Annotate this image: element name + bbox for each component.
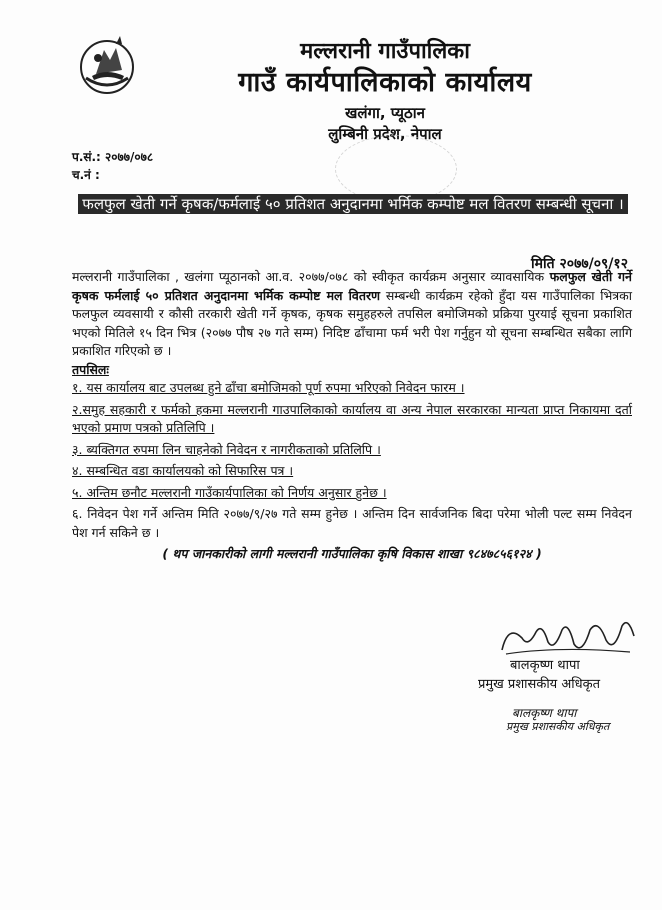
list-item: ६. निवेदन पेश गर्ने अन्तिम मिति २०७७/९/२७ गते सम्म हुनेछ । अन्तिम दिन सार्वजनिक बिदा परेमा भोली पल्ट सम्म निवेदन पेश गर्न सकिने छ । <box>72 506 632 540</box>
intro-paragraph <box>72 268 632 361</box>
notice-subject <box>76 192 630 216</box>
list-item: ३. ब्यक्तिगत रुपमा लिन चाहनेको निवेदन र नागरीकताको प्रतिलिपि । <box>72 441 381 457</box>
signatory-name: बालकृष्ण थापा <box>510 658 580 673</box>
office-province: लुम्बिनी प्रदेश, नेपाल <box>328 125 442 143</box>
list-item: २.समुह सहकारी र फर्मको हकमा मल्लरानी गाउपालिकाको कार्यालय वा अन्य नेपाल सरकारका मान्यता प्राप्त निकायमा दर्ता भएको प्रमाण पत्रको प्रतिलिपि । <box>72 401 632 435</box>
chalani-number: च.नं : <box>72 168 100 182</box>
patra-sankhya: प.सं.: २०७७/०७८ <box>72 150 154 164</box>
handwritten-signature <box>498 616 638 660</box>
intro-part-1: मल्लरानी गाउँपालिका , खलंगा प्यूठानको आ.व. २०७७/०७८ को स्वीकृत कार्यक्रम अनुसार व्यावसायिक <box>72 269 545 284</box>
municipality-name: मल्लरानी गाउँपालिका <box>300 39 470 64</box>
letterhead <box>150 38 620 144</box>
list-item: १. यस कार्यालय बाट उपलब्ध हुने ढाँचा बमोजिमको पूर्ण रुपमा भरिएको निवेदन फारम । <box>72 380 465 395</box>
reference-block <box>72 148 153 184</box>
contact-note: ( थप जानकारीको लागी मल्लरानी गाउँपालिका कृषि विकास शाखा ९८४७८५६१२४ ) <box>162 546 542 561</box>
office-location: खलंगा, प्यूठान <box>345 104 425 122</box>
tapsil-heading: तपसिलः <box>72 361 109 377</box>
intro-bold: फलफुल खेती गर्ने कृषक फर्मलाई ५० प्रतिशत अनुदानमा भर्मिक कम्पोष्ट मल वितरण <box>72 269 632 303</box>
requirements-list <box>72 379 632 542</box>
signatory-title: प्रमुख प्रशासकीय अधिकृत <box>478 677 601 692</box>
stamp-signatory-name: बालकृष्ण थापा <box>512 706 577 720</box>
notice-body <box>72 268 632 564</box>
list-item: ४. सम्बन्धित वडा कार्यालयको को सिफारिस पत्र । <box>72 463 294 478</box>
notice-date: मिति २०७७/०९/१२ <box>531 256 628 272</box>
stamp-signatory-title: प्रमुख प्रशासकीय अधिकृत <box>506 720 610 733</box>
list-item: ५. अन्तिम छनौट मल्लरानी गाउँकार्यपालिका को निर्णय अनुसार हुनेछ । <box>72 484 387 500</box>
nepal-emblem-icon <box>76 34 138 96</box>
office-name: गाउँ कार्यपालिकाको कार्यालय <box>238 67 532 98</box>
subject-text: फलफुल खेती गर्ने कृषक/फर्मलाई ५० प्रतिशत अनुदानमा भर्मिक कम्पोष्ट मल वितरण सम्बन्धी सूचना । <box>78 194 627 214</box>
intro-part-2: सम्बन्धी कार्यक्रम रहेको हुँदा यस गाउँपालिका भित्रका फलफुल व्यवसायी र कौसी तरकारी खेती गर्ने कृषक, कृषक समुहहरुले तपसिल बमोजिमको प्रक्रिया पुरयाई सूचना प्रकाशित भएको मितिले १५ दिन भित्र (२०७७ पौष २७ गते सम्म) निदिष्ट ढाँचामा फर्म भरी पेश गर्नुहुन यो सूचना सम्बन्धित सबैका लागि प्रकाशित गरिएको छ । <box>72 287 632 358</box>
